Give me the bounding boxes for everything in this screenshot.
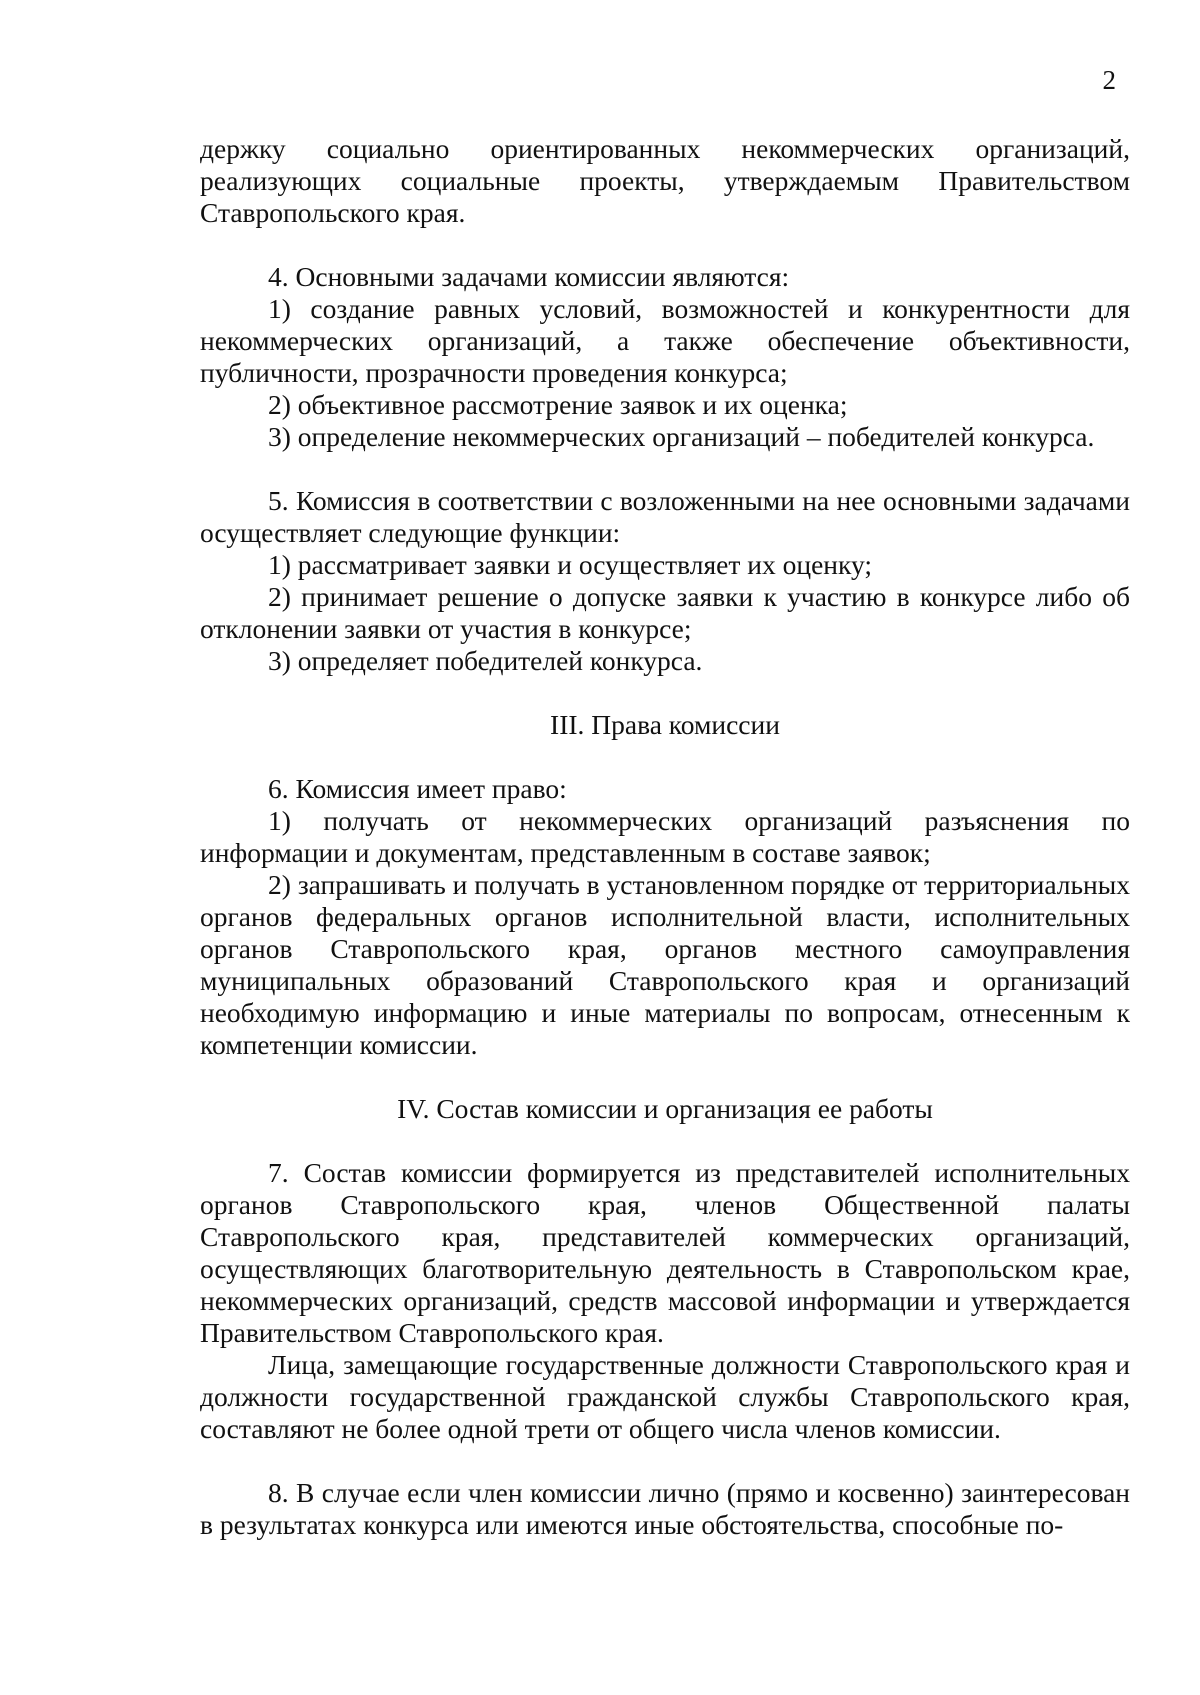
paragraph-item-4: 4. Основными задачами комиссии являются: <box>268 261 790 292</box>
section-heading-4: IV. Состав комиссии и организация ее работы <box>397 1093 933 1124</box>
page-number: 2 <box>1102 65 1116 95</box>
paragraph-item-7-continuation: Лица, замещающие государственные должности Ставропольского края и должности государственной гражданской службы Ставропольского края, составляют не более одной трети от общего числа членов комиссии. <box>200 1349 1130 1444</box>
paragraph-item-6: 6. Комиссия имеет право: <box>268 773 567 804</box>
paragraph-item-7: 7. Состав комиссии формируется из представителей исполнительных органов Ставропольского края, членов Общественной палаты Ставропольского края, представителей коммерческих организаций, осуществляющих благотворительную деятельность в Ставропольском крае, некоммерческих организаций, средств массовой информации и утверждается Правительством Ставропольского края. <box>200 1157 1130 1348</box>
section-heading-3: III. Права комиссии <box>550 709 780 740</box>
paragraph-item-5-2: 2) принимает решение о допуске заявки к участию в конкурсе либо об отклонении заявки от участия в конкурсе; <box>200 581 1130 644</box>
paragraph-item-4-2: 2) объективное рассмотрение заявок и их оценка; <box>268 389 848 420</box>
paragraph-item-5-1: 1) рассматривает заявки и осуществляет их оценку; <box>268 549 872 580</box>
paragraph-item-6-1: 1) получать от некоммерческих организаций разъяснения по информации и документам, представленным в составе заявок; <box>200 805 1130 868</box>
paragraph-item-6-2: 2) запрашивать и получать в установленном порядке от территориальных органов федеральных органов исполнительной власти, исполнительных органов Ставропольского края, органов местного самоуправления муниципальных образований Ставропольского края и организаций необходимую информацию и иные материалы по вопросам, отнесенным к компетенции комиссии. <box>200 869 1130 1060</box>
paragraph-item-4-3: 3) определение некоммерческих организаций – победителей конкурса. <box>268 421 1095 452</box>
document-body <box>200 133 1130 1541</box>
paragraph-item-5-3: 3) определяет победителей конкурса. <box>268 645 703 676</box>
paragraph-item-8: 8. В случае если член комиссии лично (прямо и косвенно) заинтересован в результатах конкурса или имеются иные обстоятельства, способные по- <box>200 1477 1130 1540</box>
paragraph-continuation: держку социально ориентированных некоммерческих организаций, реализующих социальные проекты, утверждаемым Правительством Ставропольского края. <box>200 133 1130 228</box>
paragraph-item-5: 5. Комиссия в соответствии с возложенными на нее основными задачами осуществляет следующие функции: <box>200 485 1130 548</box>
paragraph-item-4-1: 1) создание равных условий, возможностей и конкурентности для некоммерческих организаций, а также обеспечение объективности, публичности, прозрачности проведения конкурса; <box>200 293 1130 388</box>
